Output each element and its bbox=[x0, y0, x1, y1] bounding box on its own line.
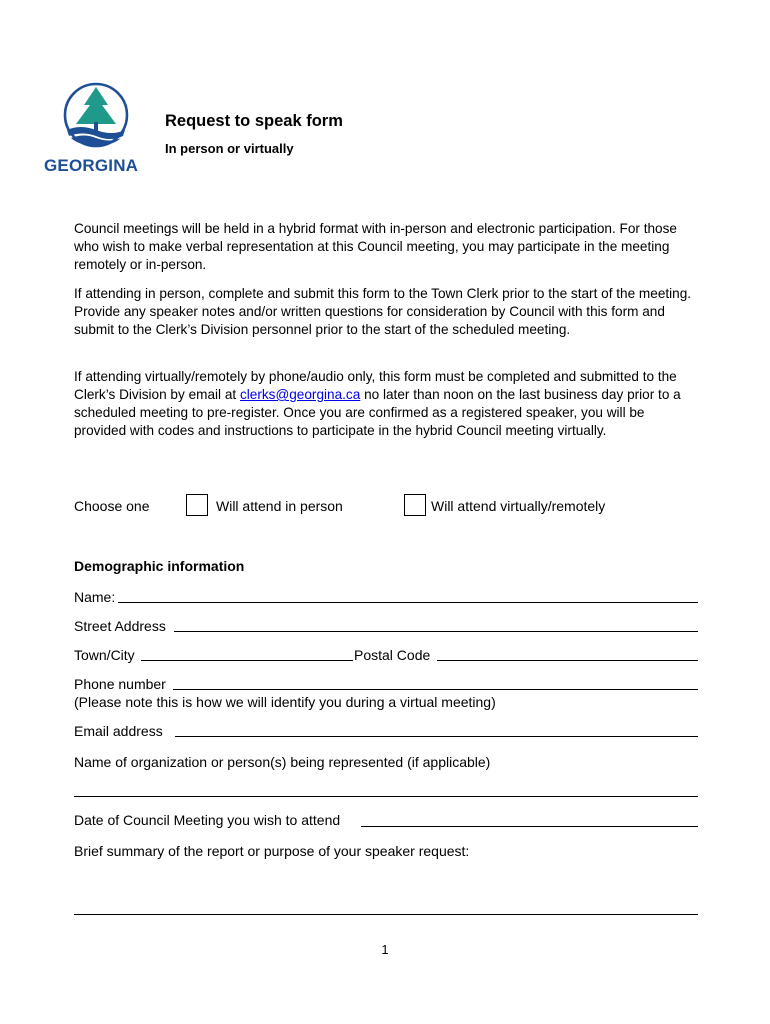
street-address-field[interactable] bbox=[174, 631, 698, 632]
phone-number-label: Phone number bbox=[74, 676, 166, 692]
postal-code-label: Postal Code bbox=[354, 647, 431, 663]
town-city-label: Town/City bbox=[74, 647, 135, 663]
summary-field[interactable] bbox=[74, 914, 698, 915]
intro-paragraph-1: Council meetings will be held in a hybrid format with in-person and electronic participation. For those who wish to make verbal representation at this Council meeting, you may participate in the meeting remotely or in-person. bbox=[74, 221, 677, 272]
form-subtitle: In person or virtually bbox=[165, 141, 294, 156]
page-number: 1 bbox=[381, 942, 389, 957]
organization-field[interactable] bbox=[74, 796, 698, 797]
phone-note: (Please note this is how we will identify you during a virtual meeting) bbox=[74, 694, 496, 710]
intro-paragraph-3 bbox=[74, 368, 700, 440]
email-address-label: Email address bbox=[74, 723, 163, 739]
phone-number-field[interactable] bbox=[173, 689, 698, 690]
form-title: Request to speak form bbox=[165, 112, 343, 130]
logo-wordmark: GEORGINA bbox=[44, 156, 139, 175]
town-city-field[interactable] bbox=[141, 660, 353, 661]
name-label: Name: bbox=[74, 589, 116, 605]
intro-p3-text-after: no later than noon on the last business day prior to a scheduled meeting to pre-register. Once you are confirmed as a registered speaker, you will be provided with codes and instructions to participate in the hybrid Council meeting virtually. bbox=[74, 387, 681, 438]
organization-label: Name of organization or person(s) being represented (if applicable) bbox=[74, 754, 491, 770]
intro-p3-text-before: If attending virtually/remotely by phone/audio only, this form must be completed and submitted to the Clerk’s Division by email at bbox=[74, 369, 677, 402]
attend-virtually-label: Will attend virtually/remotely bbox=[431, 498, 606, 514]
choose-one-label: Choose one bbox=[74, 498, 150, 514]
attend-virtually-checkbox[interactable] bbox=[404, 494, 426, 516]
clerks-email-link[interactable]: clerks@georgina.ca bbox=[239, 387, 361, 402]
name-field[interactable] bbox=[118, 602, 698, 603]
meeting-date-label: Date of Council Meeting you wish to attend bbox=[74, 812, 341, 828]
attend-in-person-label: Will attend in person bbox=[216, 498, 343, 514]
attend-in-person-checkbox[interactable] bbox=[186, 494, 208, 516]
street-address-label: Street Address bbox=[74, 618, 166, 634]
demographic-heading: Demographic information bbox=[74, 558, 245, 574]
postal-code-field[interactable] bbox=[437, 660, 698, 661]
email-address-field[interactable] bbox=[175, 736, 698, 737]
summary-label: Brief summary of the report or purpose of your speaker request: bbox=[74, 843, 470, 859]
meeting-date-field[interactable] bbox=[361, 826, 698, 827]
intro-paragraph-2: If attending in person, complete and submit this form to the Town Clerk prior to the start of the meeting. Provide any speaker notes and/or written questions for consideration by Council with this form and submit to the Clerk’s Division personnel prior to the start of the scheduled meeting. bbox=[74, 286, 692, 337]
